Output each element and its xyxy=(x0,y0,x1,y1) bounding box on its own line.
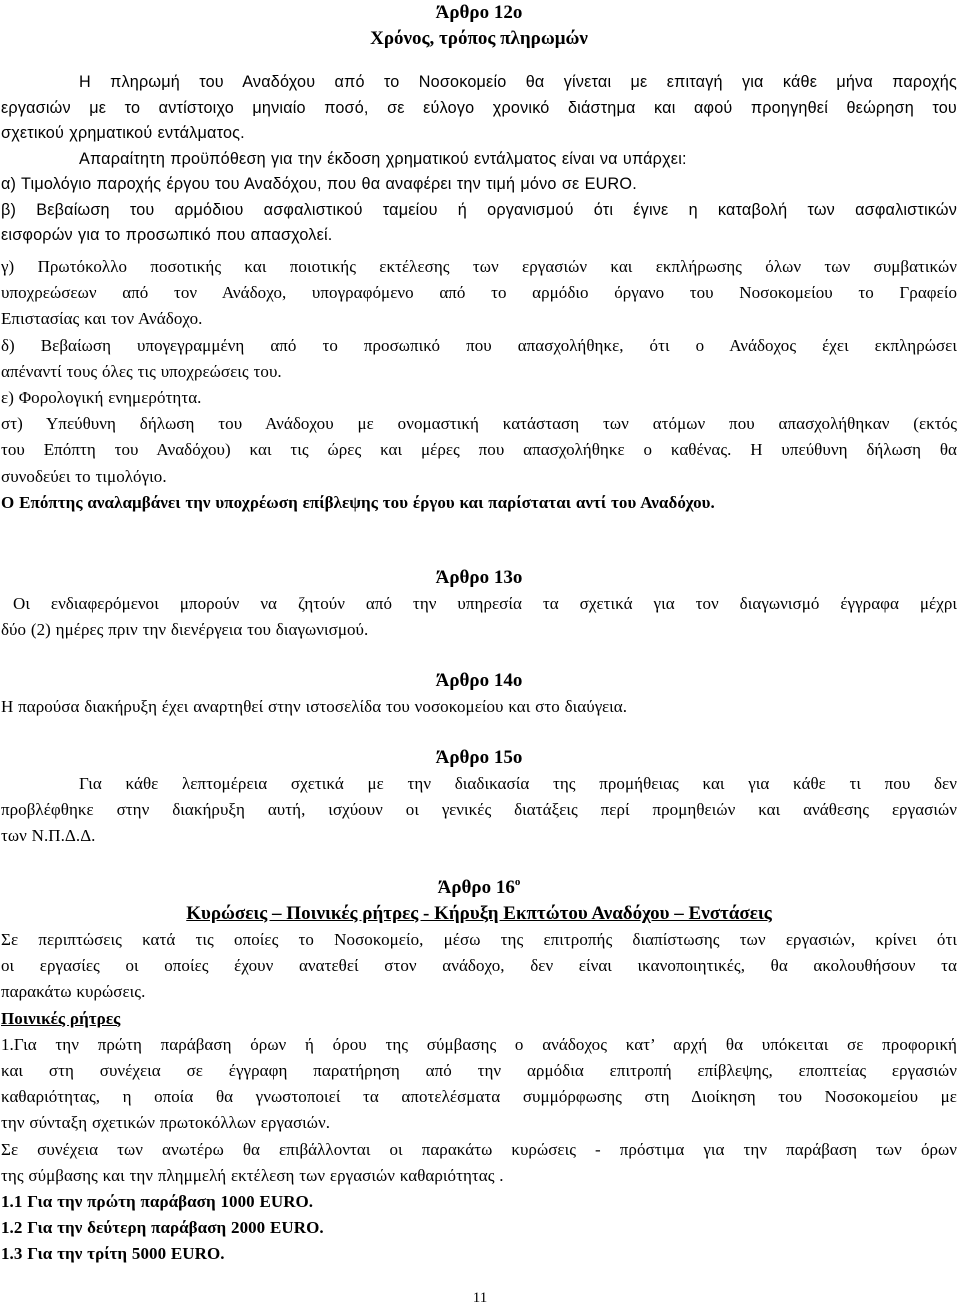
payment-text-line: Η πληρωμή του Αναδόχου από το Νοσοκομείο θα γίνεται με επιταγή για κάθε μήνα παροχής xyxy=(79,73,957,91)
fines-intro-line: Σε συνέχεια των ανωτέρω θα επιβάλλονται οι παρακάτω κυρώσεις - πρόστιμα για την παράβαση των όρων xyxy=(1,1139,957,1159)
penalties-title: Ποινικές ρήτρες xyxy=(1,1008,121,1028)
penalty-text-line: 1.Για την πρώτη παράβαση όρων ή όρου της σύμβασης ο ανάδοχος κατ’ αρχή θα υπόκειται σε προφορική xyxy=(1,1034,957,1054)
article-16-line: Σε περιπτώσεις κατά τις οποίες το Νοσοκομείο, μέσω της επιτροπής διαπίστωσης των εργασιών, κρίνει ότι xyxy=(1,930,957,949)
item-c-line: γ) Πρωτόκολλο ποσοτικής και ποιοτικής εκτέλεσης των εργασιών και εκπλήρωσης όλων των συμβατικών xyxy=(1,257,957,276)
fine-item: 1.1 Για την πρώτη παράβαση 1000 EURO. xyxy=(1,1192,314,1212)
article-16-body xyxy=(1,927,957,1268)
item-d-line: δ) Βεβαίωση υπογεγραμμένη από το προσωπικό που απασχολήθηκε, ότι ο Ανάδοχος έχει εκπληρώσει xyxy=(1,335,957,355)
article-12-body xyxy=(1,70,957,249)
payment-text-line: σχετικού χρηματικού εντάλματος. xyxy=(1,124,245,142)
item-a: α) Τιμολόγιο παροχής έργου του Αναδόχου, που θα αναφέρει την τιμή μόνο σε EURO. xyxy=(1,175,637,193)
article-13-body xyxy=(1,591,957,643)
item-d-line: απέναντί τους όλες τις υποχρεώσεις του. xyxy=(1,361,282,381)
penalty-text-line: και στη συνέχεια σε έγγραφη παρατήρηση από την αρμόδια επιτροπή επίβλεψης, εποπτείας εργασιών xyxy=(1,1061,957,1081)
article-13-heading: Άρθρο 13ο xyxy=(435,567,523,588)
item-c-line: Επιστασίας και τον Ανάδοχο. xyxy=(1,309,203,329)
article-16-heading xyxy=(1,875,957,901)
article-12 xyxy=(1,0,957,52)
article-13-line: δύο (2) ημέρες πριν την διενέργεια του διαγωνισμού. xyxy=(1,620,369,640)
article-12-subheading: Χρόνος, τρόπος πληρωμών xyxy=(370,28,588,49)
item-f-line: συνοδεύει το τιμολόγιο. xyxy=(1,466,167,486)
fine-item: 1.2 Για την δεύτερη παράβαση 2000 EURO. xyxy=(1,1218,324,1238)
article-16-line: οι εργασίες οι οποίες έχουν ανατεθεί στον ανάδοχο, δεν είναι ικανοποιητικές, θα ακολουθήσουν τα xyxy=(1,956,957,976)
item-b-line: β) Βεβαίωση του αρμόδιου ασφαλιστικού ταμείου ή οργανισμού ότι έγινε η καταβολή των ασφαλιστικών xyxy=(1,200,957,219)
article-14-heading: Άρθρο 14ο xyxy=(435,670,523,691)
item-f-line: στ) Υπεύθυνη δήλωση του Ανάδοχου με ονομαστική κατάσταση των ατόμων που απασχολήθηκαν (εκτός xyxy=(1,414,957,434)
article-15-line: προβλέφθηκε στην διακήρυξη αυτή, ισχύουν οι γενικές διατάξεις περί προμηθειών και ανάθεσης εργασιών xyxy=(1,800,957,820)
page-number: 11 xyxy=(472,1290,488,1306)
article-13-line: Οι ενδιαφερόμενοι μπορούν να ζητούν από την υπηρεσία τα σχετικά για τον διαγωνισμό έγγραφα μέχρι xyxy=(13,594,957,613)
fine-item: 1.3 Για την τρίτη 5000 EURO. xyxy=(1,1244,225,1264)
article-14-line: Η παρούσα διακήρυξη έχει αναρτηθεί στην ιστοσελίδα του νοσοκομείου και στο διαύγεια. xyxy=(1,697,628,716)
article-15-heading: Άρθρο 15ο xyxy=(435,747,523,768)
article-15-body xyxy=(1,771,957,850)
penalty-text-line: την σύνταξη σχετικών πρωτοκόλλων εργασιών. xyxy=(1,1113,331,1133)
article-16-subheading: Κυρώσεις – Ποινικές ρήτρες - Κήρυξη Εκπτώτου Αναδόχου – Ενστάσεις xyxy=(186,903,772,924)
payment-text-line: εργασιών με το αντίστοιχο μηνιαίο ποσό, σε εύλογο χρονικό διάστημα και αφού προηγηθεί θεώρηση του xyxy=(1,98,957,117)
item-c-line: υποχρεώσεων από τον Ανάδοχο, υπογραφόμενο από το αρμόδιο όργανο του Νοσοκομείου το Γραφείο xyxy=(1,283,957,303)
article-14-body xyxy=(1,694,957,720)
item-b-line: εισφορών για το προσωπικό που απασχολεί. xyxy=(1,226,333,244)
precondition-text: Απαραίτητη προϋπόθεση για την έκδοση χρηματικού εντάλματος είναι να υπάρχει: xyxy=(79,149,687,168)
article-16-heading-sup: ο xyxy=(514,876,521,888)
article-16-line: παρακάτω κυρώσεις. xyxy=(1,982,146,1002)
article-16-heading-text: Άρθρο 16 xyxy=(437,877,515,898)
penalty-text-line: καθαριότητας, η οποία θα γνωστοποιεί τα αποτελέσματα συμμόρφωσης στη Διοίκηση του Νοσοκομείου με xyxy=(1,1087,957,1107)
article-12-items xyxy=(1,254,957,516)
supervisor-note: Ο Επόπτης αναλαμβάνει την υποχρέωση επίβλεψης του έργου και παρίσταται αντί του Αναδόχου. xyxy=(1,492,715,512)
item-e: ε) Φορολογική ενημερότητα. xyxy=(1,388,202,408)
article-12-heading: Άρθρο 12ο xyxy=(435,2,523,23)
item-f-line: του Επόπτη του Αναδόχου) και τις ώρες και μέρες που απασχολήθηκε ο καθένας. Η υπεύθυνη δήλωση θα xyxy=(1,440,957,460)
article-15-line: των Ν.Π.Δ.Δ. xyxy=(1,826,96,846)
fines-intro-line: της σύμβασης και την πλημμελή εκτέλεση των εργασιών καθαριότητας . xyxy=(1,1165,504,1185)
article-15-line: Για κάθε λεπτομέρεια σχετικά με την διαδικασία της προμήθειας και για κάθε τι που δεν xyxy=(79,774,957,793)
